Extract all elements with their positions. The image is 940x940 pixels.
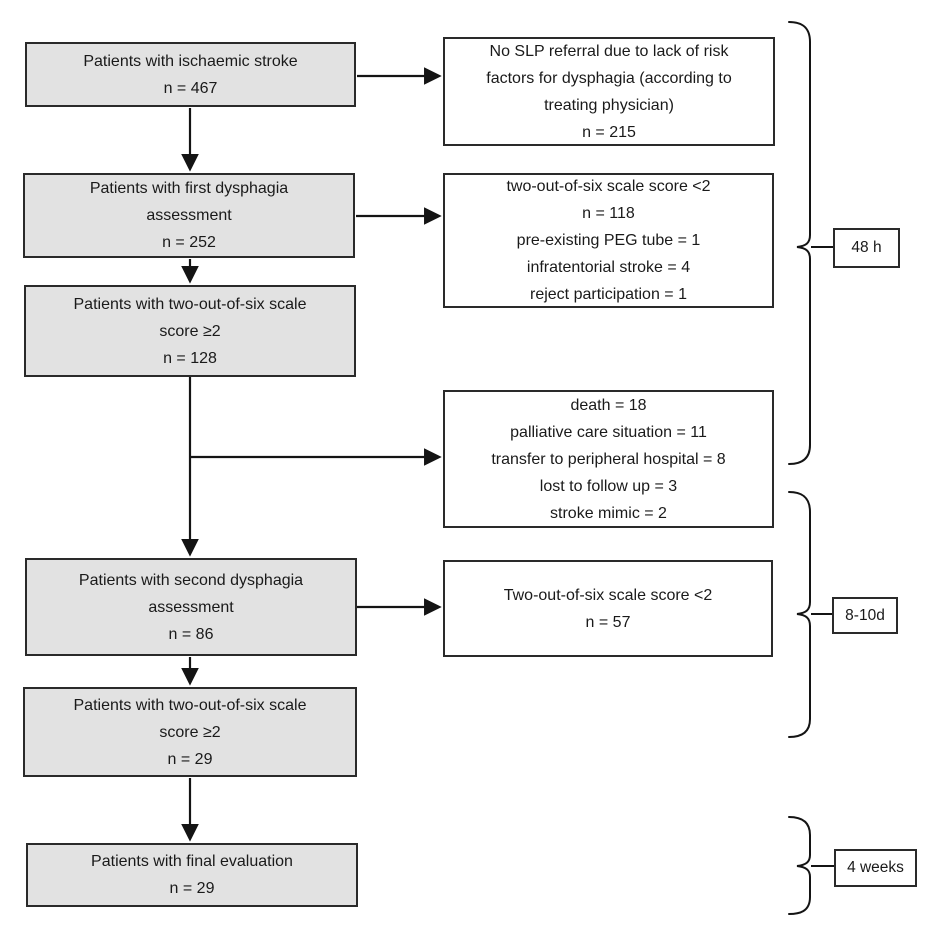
box-text-line: Patients with first dysphagia bbox=[89, 180, 289, 197]
box-text-line: assessment bbox=[146, 207, 232, 224]
time-label-4-weeks bbox=[834, 849, 917, 887]
box-scale-score-ge2-first bbox=[24, 285, 356, 377]
box-text-line: lost to follow up = 3 bbox=[539, 477, 678, 495]
box-text-line: Patients with final evaluation bbox=[91, 853, 293, 870]
box-text-line: Patients with two-out-of-six scale bbox=[73, 295, 307, 313]
bracket-8-10d bbox=[789, 492, 810, 737]
box-text-line: palliative care situation = 11 bbox=[510, 423, 707, 441]
box-text-line: factors for dysphagia (according to bbox=[486, 69, 732, 87]
box-no-slp-referral bbox=[443, 37, 775, 146]
time-label-text: 48 h bbox=[851, 239, 882, 256]
time-label-text: 8-10d bbox=[845, 606, 885, 624]
box-first-assessment-exclusions bbox=[443, 173, 774, 308]
box-text-line: No SLP referral due to lack of risk bbox=[489, 42, 729, 60]
box-text-line: n = 57 bbox=[585, 613, 631, 631]
box-text-line: Two-out-of-six scale score <2 bbox=[503, 586, 713, 604]
box-text-line: n = 29 bbox=[169, 880, 215, 897]
box-final-evaluation bbox=[26, 843, 358, 907]
box-text-line: pre-existing PEG tube = 1 bbox=[516, 232, 701, 249]
box-text-line: score ≥2 bbox=[159, 723, 221, 741]
time-label-8-10d bbox=[832, 597, 898, 634]
box-text-line: Patients with second dysphagia bbox=[78, 571, 304, 589]
bracket-48h bbox=[789, 22, 810, 464]
box-text-line: n = 118 bbox=[582, 205, 635, 222]
box-second-dysphagia-assessment bbox=[25, 558, 357, 656]
box-text-line: n = 215 bbox=[582, 123, 636, 141]
box-first-dysphagia-assessment bbox=[23, 173, 355, 258]
box-text-line: infratentorial stroke = 4 bbox=[526, 259, 691, 276]
box-text-line: reject participation = 1 bbox=[530, 286, 687, 303]
box-text-line: transfer to peripheral hospital = 8 bbox=[491, 450, 726, 468]
box-text-line: n = 86 bbox=[168, 625, 214, 643]
box-text-line: Patients with ischaemic stroke bbox=[83, 52, 298, 70]
time-label-text: 4 weeks bbox=[847, 859, 904, 876]
box-text-line: n = 29 bbox=[167, 750, 213, 768]
box-text-line: assessment bbox=[148, 598, 234, 616]
box-text-line: n = 467 bbox=[163, 79, 218, 97]
box-text-line: two-out-of-six scale score <2 bbox=[506, 178, 711, 195]
box-scale-score-ge2-second bbox=[23, 687, 357, 777]
box-text-line: treating physician) bbox=[544, 96, 674, 114]
time-label-48h bbox=[833, 228, 900, 268]
box-text-line: score ≥2 bbox=[159, 322, 221, 340]
box-ischaemic-stroke bbox=[25, 42, 356, 107]
box-text-line: n = 128 bbox=[163, 349, 217, 367]
box-text-line: death = 18 bbox=[570, 396, 647, 414]
box-text-line: n = 252 bbox=[162, 234, 216, 251]
box-dropouts bbox=[443, 390, 774, 528]
box-text-line: Patients with two-out-of-six scale bbox=[73, 696, 307, 714]
bracket-4-weeks bbox=[789, 817, 810, 914]
box-second-assessment-score-lt2 bbox=[443, 560, 773, 657]
box-text-line: stroke mimic = 2 bbox=[550, 504, 667, 522]
